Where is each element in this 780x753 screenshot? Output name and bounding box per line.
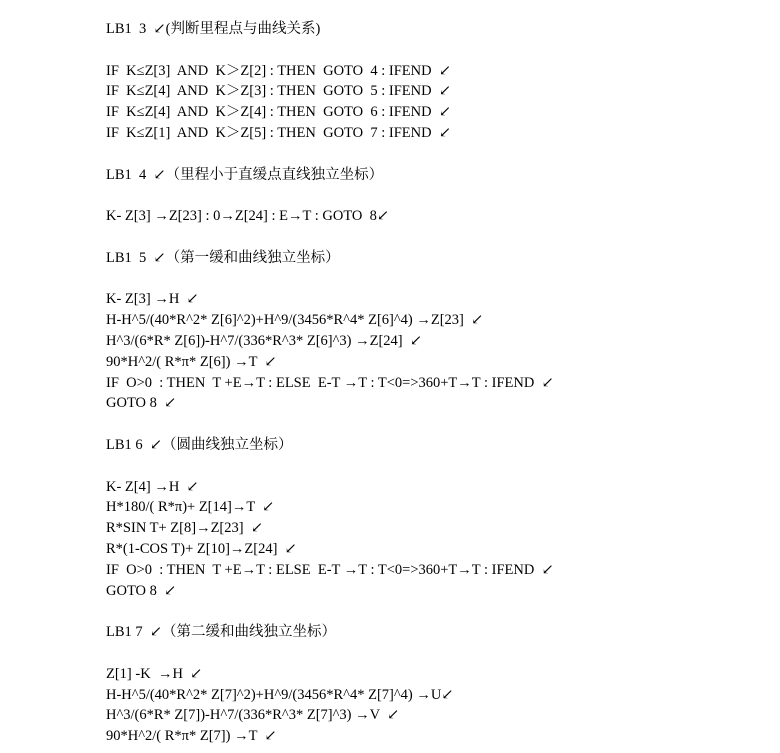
blank-line [106, 227, 766, 248]
code-line: K- Z[4] →H ↙ [106, 478, 199, 495]
blank-line [106, 414, 766, 435]
label-lb1-6: LB1 6 ↙（圆曲线独立坐标） [106, 436, 293, 453]
blank-line [106, 643, 766, 664]
code-line: IF K≤Z[4] AND K＞Z[4] : THEN GOTO 6 : IFEND ↙ [106, 104, 451, 121]
code-line: IF K≤Z[4] AND K＞Z[3] : THEN GOTO 5 : IFEND ↙ [106, 83, 451, 100]
code-line: R*SIN T+ Z[8]→Z[23] ↙ [106, 520, 263, 537]
code-line: Z[1] -K →H ↙ [106, 665, 203, 682]
label-lb1-7: LB1 7 ↙（第二缓和曲线独立坐标） [106, 624, 337, 641]
code-line: IF K≤Z[1] AND K＞Z[5] : THEN GOTO 7 : IFEND ↙ [106, 124, 451, 141]
blank-line [106, 601, 766, 622]
code-line: GOTO 8 ↙ [106, 582, 177, 599]
code-line: R*(1-COS T)+ Z[10]→Z[24] ↙ [106, 540, 297, 557]
blank-line [106, 456, 766, 477]
code-line: IF O>0 : THEN T +E→T : ELSE E-T →T : T<0=>360+T→T : IFEND ↙ [106, 374, 554, 391]
blank-line [106, 269, 766, 290]
blank-line [106, 40, 766, 61]
code-line: 90*H^2/( R*π* Z[6]) →T ↙ [106, 353, 277, 370]
blank-line [106, 144, 766, 165]
code-line: H-H^5/(40*R^2* Z[6]^2)+H^9/(3456*R^4* Z[6]^4) →Z[23] ↙ [106, 312, 484, 329]
code-line: IF K≤Z[3] AND K＞Z[2] : THEN GOTO 4 : IFEND ↙ [106, 62, 451, 79]
blank-line [106, 185, 766, 206]
code-line: K- Z[3] →Z[23] : 0→Z[24] : E→T : GOTO 8↙ [106, 208, 390, 225]
code-line: H^3/(6*R* Z[7])-H^7/(336*R^3* Z[7]^3) →V ↙ [106, 707, 400, 724]
program-listing [106, 19, 766, 747]
label-lb1-4: LB1 4 ↙（里程小于直缓点直线独立坐标） [106, 166, 384, 183]
code-line: GOTO 8 ↙ [106, 395, 177, 412]
code-line: H*180/( R*π)+ Z[14]→T ↙ [106, 499, 275, 516]
code-line: K- Z[3] →H ↙ [106, 291, 199, 308]
label-lb1-5: LB1 5 ↙（第一缓和曲线独立坐标） [106, 249, 340, 266]
code-line: H^3/(6*R* Z[6])-H^7/(336*R^3* Z[6]^3) →Z[24] ↙ [106, 332, 423, 349]
code-line: H-H^5/(40*R^2* Z[7]^2)+H^9/(3456*R^4* Z[7]^4) →U↙ [106, 686, 454, 703]
code-line: 90*H^2/( R*π* Z[7]) →T ↙ [106, 728, 277, 745]
label-lb1-3: LB1 3 ↙(判断里程点与曲线关系) [106, 21, 321, 37]
code-line: IF O>0 : THEN T +E→T : ELSE E-T →T : T<0=>360+T→T : IFEND ↙ [106, 561, 554, 578]
